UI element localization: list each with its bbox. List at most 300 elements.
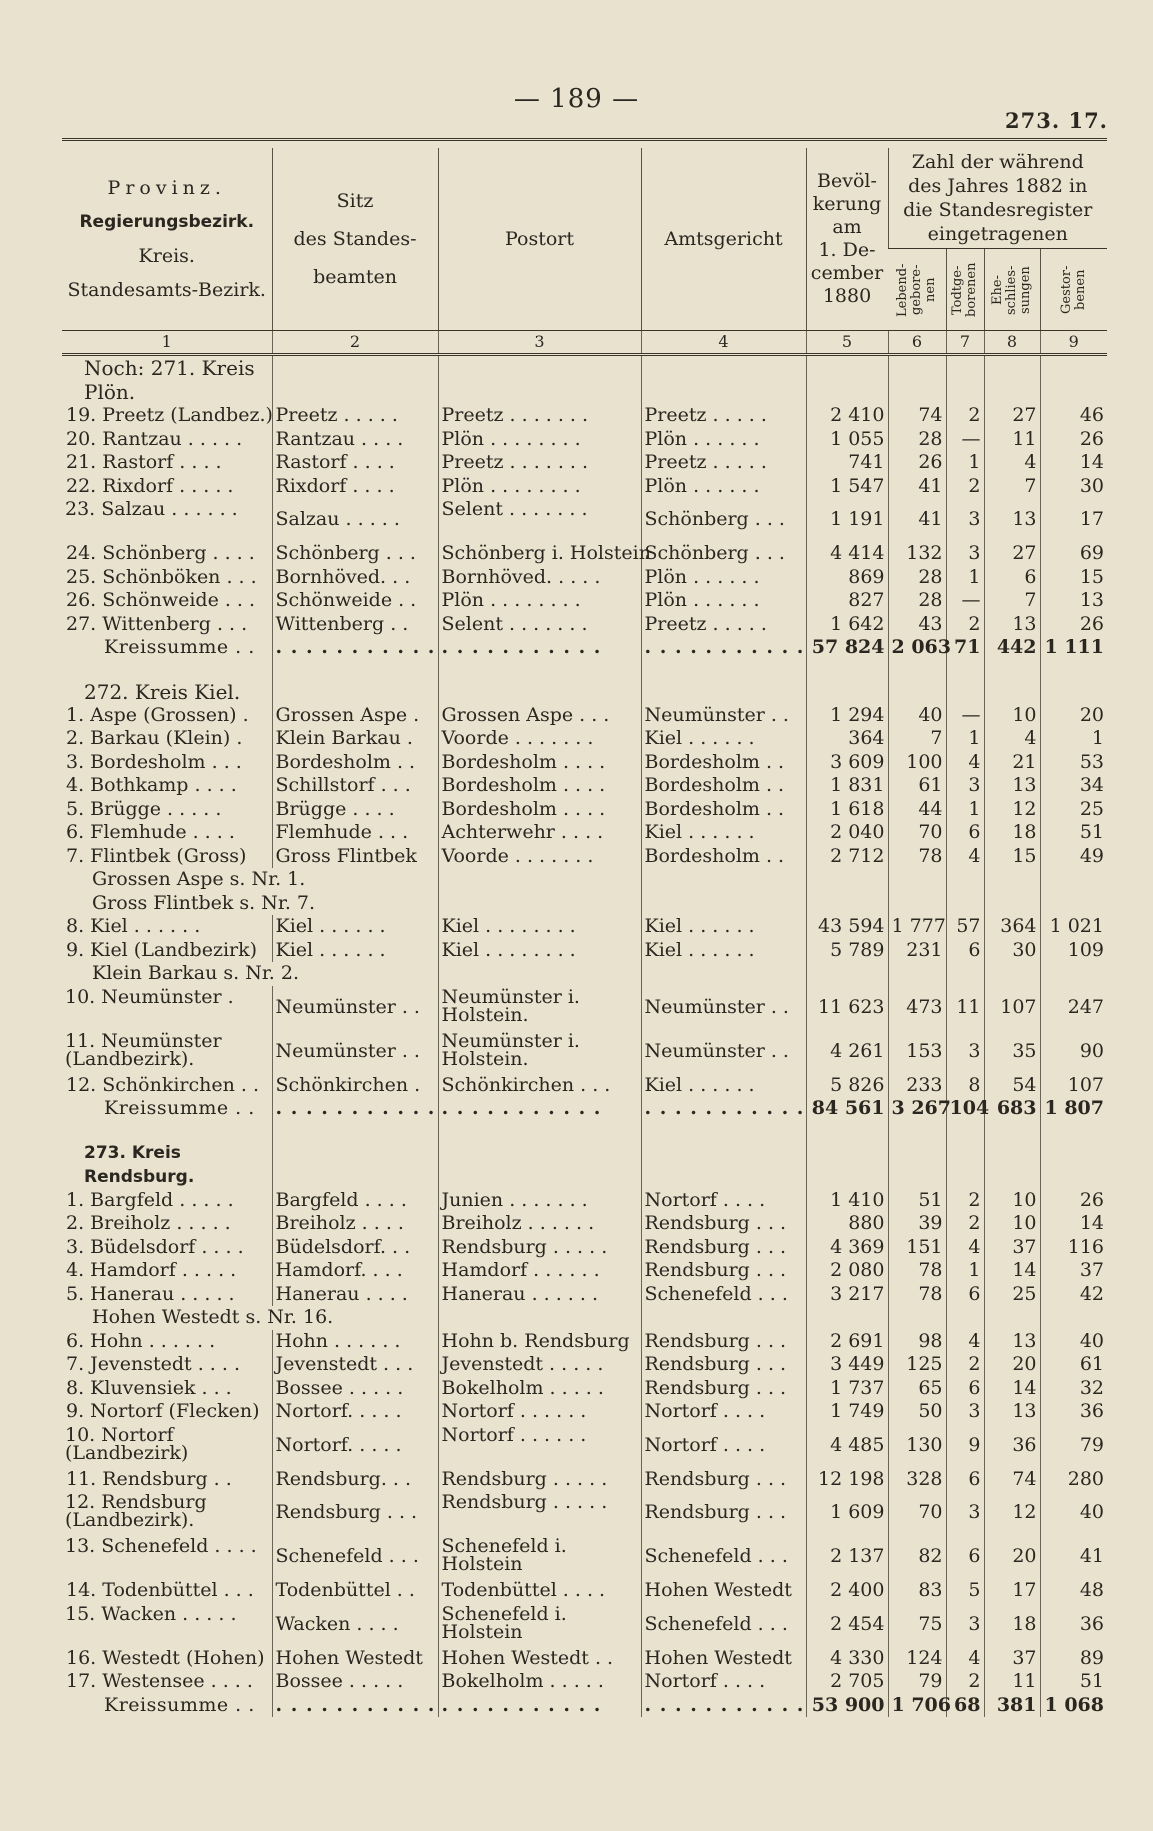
empty-cell: [888, 660, 946, 680]
kreis-title: 273. Kreis Rendsburg.: [84, 1142, 195, 1187]
header-zahl-l2: des Jahres 1882 in: [908, 175, 1088, 197]
gestorbene-cell: 26: [1040, 428, 1107, 452]
empty-cell: [888, 892, 946, 916]
bezirk-cell: 15. Wacken . . . . .: [65, 1602, 237, 1625]
dotted-leader: . . . . . . . . . . .: [438, 636, 641, 660]
dotted-leader: . . . . . . . . . . .: [272, 1097, 438, 1121]
kreissumme-label: Kreissumme . .: [104, 1693, 255, 1716]
amtsgericht-cell: Rendsburg . . .: [641, 1468, 806, 1492]
bezirk-cell: 2. Breiholz . . . . .: [66, 1212, 231, 1234]
bevoelkerung-cell: 11 623: [806, 986, 888, 1030]
sitz-cell: Gross Flintbek: [272, 845, 438, 869]
eheschliessungen-cell: 36: [984, 1424, 1040, 1468]
kreis-title-row: [62, 355, 1107, 405]
table-row: [62, 1189, 1107, 1213]
bevoelkerung-cell: 827: [806, 589, 888, 613]
lebendgeborene-cell: 82: [888, 1535, 946, 1579]
postort-cell: Plön . . . . . . . .: [438, 589, 641, 613]
bevoelkerung-cell: 4 369: [806, 1236, 888, 1260]
dotted-leader: . . . . . . . . . . .: [272, 636, 438, 660]
header-sub-2: Todtge-borenen: [950, 262, 979, 317]
todtgeborene-cell: 6: [946, 821, 984, 845]
eheschliessungen-cell: 12: [984, 798, 1040, 822]
todtgeborene-cell: 57: [946, 915, 984, 939]
postort-cell: Nortorf . . . . . .: [438, 1424, 641, 1468]
sitz-cell: Nortorf. . . . .: [272, 1424, 438, 1468]
header-col5-l3: am: [832, 216, 862, 238]
eheschliessungen-cell: 364: [984, 915, 1040, 939]
table-row: [62, 1670, 1107, 1694]
table-row: [62, 428, 1107, 452]
gestorbene-cell: 13: [1040, 589, 1107, 613]
todtgeborene-cell: 4: [946, 751, 984, 775]
amtsgericht-cell: Neumünster . .: [641, 986, 806, 1030]
bezirk-cell: 13. Schenefeld . . . .: [65, 1535, 257, 1557]
postort-cell: Neumünster i. Holstein.: [438, 1030, 641, 1074]
table-row: [62, 1330, 1107, 1354]
amtsgericht-cell: Schenefeld . . .: [641, 1283, 806, 1307]
header-todtgeborene: [946, 249, 984, 331]
gestorbene-cell: 109: [1040, 939, 1107, 963]
amtsgericht-cell: Bordesholm . .: [641, 798, 806, 822]
lebendgeborene-cell: 44: [888, 798, 946, 822]
bevoelkerung-cell: 2 712: [806, 845, 888, 869]
amtsgericht-cell: Bordesholm . .: [641, 751, 806, 775]
postort-cell: Hanerau . . . . . .: [438, 1283, 641, 1307]
gestorbene-cell: 17: [1040, 498, 1107, 542]
empty-cell: [806, 355, 888, 405]
amtsgericht-cell: Schenefeld . . .: [641, 1535, 806, 1579]
bevoelkerung-cell: 1 737: [806, 1377, 888, 1401]
gestorbene-cell: 25: [1040, 798, 1107, 822]
bezirk-cell: 26. Schönweide . . .: [66, 589, 256, 611]
eheschliessungen-cell: 21: [984, 751, 1040, 775]
sitz-cell: Preetz . . . . .: [272, 404, 438, 428]
sitz-cell: Schillstorf . . .: [272, 774, 438, 798]
postort-cell: Hamdorf . . . . . .: [438, 1259, 641, 1283]
empty-cell: [1040, 868, 1107, 892]
empty-cell: [888, 680, 946, 704]
header-sub-3: Ehe-schlies-sungen: [990, 264, 1033, 315]
empty-cell: [1040, 892, 1107, 916]
empty-cell: [438, 892, 641, 916]
amtsgericht-cell: Kiel . . . . . .: [641, 939, 806, 963]
amtsgericht-cell: Nortorf . . . .: [641, 1189, 806, 1213]
dotted-leader: . . . . . . . . . . .: [438, 1694, 641, 1718]
todtgeborene-cell: 3: [946, 542, 984, 566]
lebendgeborene-cell: 78: [888, 845, 946, 869]
bevoelkerung-cell: 1 642: [806, 613, 888, 637]
postort-cell: Bordesholm . . . .: [438, 751, 641, 775]
empty-cell: [438, 1141, 641, 1189]
column-index-row: [62, 331, 1107, 355]
sitz-cell: Wacken . . . .: [272, 1603, 438, 1647]
todtgeborene-cell: 3: [946, 1400, 984, 1424]
header-col2-line2: des Standes-: [293, 228, 417, 250]
todtgeborene-cell: 6: [946, 1468, 984, 1492]
eheschliessungen-cell: 18: [984, 1603, 1040, 1647]
bezirk-cell: 10. Neumünster .: [65, 985, 234, 1008]
bevoelkerung-cell: 1 055: [806, 428, 888, 452]
amtsgericht-cell: Rendsburg . . .: [641, 1212, 806, 1236]
lebendgeborene-cell: 231: [888, 939, 946, 963]
eheschliessungen-cell: 13: [984, 1330, 1040, 1354]
sitz-cell: Hohn . . . . . .: [272, 1330, 438, 1354]
header-gestorbene: [1040, 249, 1107, 331]
todtgeborene-cell: 2: [946, 1212, 984, 1236]
empty-cell: [1040, 1306, 1107, 1330]
statistics-table-wrapper: [62, 148, 1107, 1717]
table-row: [62, 1030, 1107, 1074]
bezirk-cell: 25. Schönböken . . .: [66, 565, 257, 588]
table-row: [62, 774, 1107, 798]
table-row: [62, 727, 1107, 751]
bezirk-cell: 24. Schönberg . . . .: [66, 542, 255, 564]
gestorbene-cell: 14: [1040, 1212, 1107, 1236]
bevoelkerung-cell: 4 414: [806, 542, 888, 566]
header-zahl-l3: die Standesregister: [903, 199, 1093, 221]
eheschliessungen-cell: 13: [984, 498, 1040, 542]
amtsgericht-cell: Kiel . . . . . .: [641, 727, 806, 751]
header-col1: [62, 148, 272, 331]
sum-gestorbene: 1 807: [1040, 1097, 1107, 1121]
todtgeborene-cell: 1: [946, 1259, 984, 1283]
sum-gestorbene: 1 068: [1040, 1694, 1107, 1718]
gestorbene-cell: 48: [1040, 1579, 1107, 1603]
todtgeborene-cell: 11: [946, 986, 984, 1030]
gestorbene-cell: 79: [1040, 1424, 1107, 1468]
amtsgericht-cell: Bordesholm . .: [641, 774, 806, 798]
todtgeborene-cell: —: [946, 589, 984, 613]
empty-cell: [438, 1121, 641, 1141]
sitz-cell: Rastorf . . . .: [272, 451, 438, 475]
postort-cell: Todenbüttel . . . .: [438, 1579, 641, 1603]
eheschliessungen-cell: 20: [984, 1535, 1040, 1579]
gestorbene-cell: 34: [1040, 774, 1107, 798]
todtgeborene-cell: 9: [946, 1424, 984, 1468]
table-row: [62, 1400, 1107, 1424]
kreis-title: 272. Kreis Kiel.: [84, 679, 241, 704]
table-row: [62, 613, 1107, 637]
empty-cell: [888, 868, 946, 892]
empty-cell: [641, 1141, 806, 1189]
table-row: [62, 1259, 1107, 1283]
eheschliessungen-cell: 13: [984, 613, 1040, 637]
amtsgericht-cell: Rendsburg . . .: [641, 1377, 806, 1401]
empty-cell: [272, 1121, 438, 1141]
empty-cell: [641, 892, 806, 916]
bevoelkerung-cell: 741: [806, 451, 888, 475]
sum-eheschliessungen: 381: [984, 1694, 1040, 1718]
sitz-cell: Schenefeld . . .: [272, 1535, 438, 1579]
sum-bevoelkerung: 84 561: [806, 1097, 888, 1121]
dotted-leader: . . . . . . . . . . .: [641, 1097, 806, 1121]
eheschliessungen-cell: 37: [984, 1236, 1040, 1260]
todtgeborene-cell: 2: [946, 404, 984, 428]
eheschliessungen-cell: 13: [984, 1400, 1040, 1424]
sum-bevoelkerung: 53 900: [806, 1694, 888, 1718]
postort-cell: Rendsburg . . . . .: [438, 1468, 641, 1492]
lebendgeborene-cell: 100: [888, 751, 946, 775]
empty-cell: [946, 1306, 984, 1330]
amtsgericht-cell: Plön . . . . . .: [641, 589, 806, 613]
postort-cell: Schenefeld i. Holstein: [438, 1535, 641, 1579]
bezirk-cell: 3. Büdelsdorf . . . .: [66, 1235, 244, 1258]
gestorbene-cell: 280: [1040, 1468, 1107, 1492]
lebendgeborene-cell: 1 777: [888, 915, 946, 939]
table-row: [62, 498, 1107, 542]
empty-cell: [438, 680, 641, 704]
bevoelkerung-cell: 2 691: [806, 1330, 888, 1354]
lebendgeborene-cell: 78: [888, 1283, 946, 1307]
gestorbene-cell: 37: [1040, 1259, 1107, 1283]
amtsgericht-cell: Kiel . . . . . .: [641, 821, 806, 845]
postort-cell: Plön . . . . . . . .: [438, 428, 641, 452]
amtsgericht-cell: Plön . . . . . .: [641, 428, 806, 452]
sitz-cell: Schönberg . . .: [272, 542, 438, 566]
empty-cell: [272, 660, 438, 680]
table-row: [62, 589, 1107, 613]
empty-cell: [806, 868, 888, 892]
todtgeborene-cell: 2: [946, 475, 984, 499]
header-col5-l1: Bevöl-: [817, 170, 877, 192]
eheschliessungen-cell: 25: [984, 1283, 1040, 1307]
gestorbene-cell: 46: [1040, 404, 1107, 428]
todtgeborene-cell: 2: [946, 1189, 984, 1213]
header-col5-l4: 1. De-: [818, 239, 876, 261]
bevoelkerung-cell: 364: [806, 727, 888, 751]
amtsgericht-cell: Nortorf . . . .: [641, 1400, 806, 1424]
bezirk-cell: 12. Rendsburg (Landbezirk).: [65, 1491, 207, 1531]
table-row: [62, 939, 1107, 963]
eheschliessungen-cell: 30: [984, 939, 1040, 963]
bezirk-cell: 1. Bargfeld . . . . .: [66, 1188, 234, 1211]
eheschliessungen-cell: 11: [984, 1670, 1040, 1694]
eheschliessungen-cell: 10: [984, 704, 1040, 728]
bevoelkerung-cell: 869: [806, 566, 888, 590]
amtsgericht-cell: Kiel . . . . . .: [641, 915, 806, 939]
empty-cell: [984, 355, 1040, 405]
bevoelkerung-cell: 4 261: [806, 1030, 888, 1074]
bezirk-cell: 22. Rixdorf . . . . .: [66, 474, 234, 497]
sitz-cell: Klein Barkau .: [272, 727, 438, 751]
amtsgericht-cell: Neumünster . .: [641, 704, 806, 728]
sitz-cell: Neumünster . .: [272, 1030, 438, 1074]
bezirk-cell: 27. Wittenberg . . .: [66, 612, 248, 635]
todtgeborene-cell: 6: [946, 939, 984, 963]
table-row: [62, 704, 1107, 728]
postort-cell: Jevenstedt . . . . .: [438, 1353, 641, 1377]
bevoelkerung-cell: 1 294: [806, 704, 888, 728]
lebendgeborene-cell: 125: [888, 1353, 946, 1377]
todtgeborene-cell: 1: [946, 798, 984, 822]
empty-cell: [946, 1141, 984, 1189]
amtsgericht-cell: Hohen Westedt: [641, 1579, 806, 1603]
todtgeborene-cell: 4: [946, 1236, 984, 1260]
table-row: [62, 1647, 1107, 1671]
postort-cell: Schönberg i. Holstein: [438, 542, 641, 566]
empty-cell: [946, 868, 984, 892]
kreissumme-row: [62, 636, 1107, 660]
empty-cell: [984, 1141, 1040, 1189]
lebendgeborene-cell: 51: [888, 1189, 946, 1213]
bezirk-cell: 12. Schönkirchen . .: [66, 1073, 260, 1096]
postort-cell: Junien . . . . . . .: [438, 1189, 641, 1213]
empty-cell: [984, 1306, 1040, 1330]
lebendgeborene-cell: 43: [888, 613, 946, 637]
bevoelkerung-cell: 5 789: [806, 939, 888, 963]
eheschliessungen-cell: 6: [984, 566, 1040, 590]
bezirk-cell: 5. Brügge . . . . .: [66, 797, 222, 820]
sitz-cell: Todenbüttel . .: [272, 1579, 438, 1603]
postort-cell: Bordesholm . . . .: [438, 798, 641, 822]
table-row: [62, 404, 1107, 428]
sitz-cell: Grossen Aspe .: [272, 704, 438, 728]
postort-cell: Preetz . . . . . . .: [438, 404, 641, 428]
lebendgeborene-cell: 151: [888, 1236, 946, 1260]
bevoelkerung-cell: 1 749: [806, 1400, 888, 1424]
empty-cell: [946, 660, 984, 680]
todtgeborene-cell: 4: [946, 1330, 984, 1354]
empty-cell: [1040, 962, 1107, 986]
lebendgeborene-cell: 79: [888, 1670, 946, 1694]
gestorbene-cell: 90: [1040, 1030, 1107, 1074]
kreis-title-row: [62, 1141, 1107, 1189]
header-standesamt: Standesamts-Bezirk.: [67, 279, 266, 301]
sitz-cell: Bordesholm . .: [272, 751, 438, 775]
todtgeborene-cell: 4: [946, 845, 984, 869]
gestorbene-cell: 40: [1040, 1330, 1107, 1354]
empty-cell: [1040, 660, 1107, 680]
gestorbene-cell: 49: [1040, 845, 1107, 869]
sitz-cell: Bornhöved. . .: [272, 566, 438, 590]
empty-cell: [272, 1141, 438, 1189]
sitz-cell: Rendsburg. . .: [272, 1468, 438, 1492]
bezirk-cell: 23. Salzau . . . . . .: [65, 498, 238, 520]
bezirk-cell: 17. Westensee . . . .: [66, 1670, 253, 1692]
kreissumme-label: Kreissumme . .: [104, 1097, 255, 1119]
postort-cell: Preetz . . . . . . .: [438, 451, 641, 475]
spacer-row: [62, 1121, 1107, 1141]
table-row: [62, 542, 1107, 566]
gestorbene-cell: 26: [1040, 1189, 1107, 1213]
col-index: 8: [984, 331, 1040, 355]
page-number: — 189 —: [513, 84, 640, 114]
postort-cell: Rendsburg . . . . .: [438, 1236, 641, 1260]
header-col5: [806, 148, 888, 331]
lebendgeborene-cell: 70: [888, 1491, 946, 1535]
postort-cell: Bornhöved. . . . .: [438, 566, 641, 590]
lebendgeborene-cell: 153: [888, 1030, 946, 1074]
lebendgeborene-cell: 70: [888, 821, 946, 845]
postort-cell: Hohen Westedt . .: [438, 1647, 641, 1671]
empty-cell: [641, 680, 806, 704]
amtsgericht-cell: Rendsburg . . .: [641, 1353, 806, 1377]
col-index: 3: [438, 331, 641, 355]
bevoelkerung-cell: 880: [806, 1212, 888, 1236]
bevoelkerung-cell: 2 705: [806, 1670, 888, 1694]
eheschliessungen-cell: 14: [984, 1377, 1040, 1401]
table-row: [62, 1424, 1107, 1468]
amtsgericht-cell: Plön . . . . . .: [641, 475, 806, 499]
amtsgericht-cell: Schenefeld . . .: [641, 1603, 806, 1647]
todtgeborene-cell: 3: [946, 1491, 984, 1535]
table-row: [62, 821, 1107, 845]
postort-cell: Bordesholm . . . .: [438, 774, 641, 798]
header-provinz: Provinz.: [107, 177, 226, 199]
empty-cell: [438, 962, 641, 986]
sitz-cell: Neumünster . .: [272, 986, 438, 1030]
postort-cell: Kiel . . . . . . . .: [438, 915, 641, 939]
bezirk-cell: 11. Rendsburg . .: [66, 1467, 232, 1490]
bevoelkerung-cell: 1 609: [806, 1491, 888, 1535]
kreissumme-label: Kreissumme . .: [104, 636, 255, 658]
empty-cell: [62, 660, 272, 680]
table-row: [62, 1212, 1107, 1236]
spacer-row: [62, 660, 1107, 680]
table-row: [62, 566, 1107, 590]
todtgeborene-cell: 6: [946, 1377, 984, 1401]
sum-eheschliessungen: 683: [984, 1097, 1040, 1121]
table-row: [62, 751, 1107, 775]
sitz-cell: Bargfeld . . . .: [272, 1189, 438, 1213]
eheschliessungen-cell: 4: [984, 727, 1040, 751]
lebendgeborene-cell: 28: [888, 589, 946, 613]
gestorbene-cell: 36: [1040, 1400, 1107, 1424]
eheschliessungen-cell: 107: [984, 986, 1040, 1030]
gestorbene-cell: 41: [1040, 1535, 1107, 1579]
amtsgericht-cell: Schönberg . . .: [641, 542, 806, 566]
bezirk-cell: 8. Kluvensiek . . .: [66, 1376, 232, 1399]
sitz-cell: Breiholz . . . .: [272, 1212, 438, 1236]
kreissumme-row: [62, 1694, 1107, 1718]
header-zahl-l1: Zahl der während: [911, 151, 1084, 173]
empty-cell: [888, 1306, 946, 1330]
eheschliessungen-cell: 74: [984, 1468, 1040, 1492]
amtsgericht-cell: Preetz . . . . .: [641, 451, 806, 475]
empty-cell: [946, 355, 984, 405]
bezirk-cell: 1. Aspe (Grossen) .: [66, 703, 249, 726]
dotted-leader: . . . . . . . . . . .: [272, 1694, 438, 1718]
empty-cell: [641, 1306, 806, 1330]
lebendgeborene-cell: 78: [888, 1259, 946, 1283]
sitz-cell: Hohen Westedt: [272, 1647, 438, 1671]
header-sub-1: Lebend-gebore-nen: [894, 262, 938, 317]
table-row: [62, 451, 1107, 475]
gestorbene-cell: 36: [1040, 1603, 1107, 1647]
empty-cell: [272, 680, 438, 704]
header-sub-4: Gestor-benen: [1058, 265, 1088, 314]
sitz-cell: Flemhude . . .: [272, 821, 438, 845]
table-row: [62, 1377, 1107, 1401]
postort-cell: Voorde . . . . . . .: [438, 845, 641, 869]
table-row: [62, 1535, 1107, 1579]
amtsgericht-cell: Rendsburg . . .: [641, 1330, 806, 1354]
sitz-cell: Rendsburg . . .: [272, 1491, 438, 1535]
gestorbene-cell: 32: [1040, 1377, 1107, 1401]
bevoelkerung-cell: 1 410: [806, 1189, 888, 1213]
dotted-leader: . . . . . . . . . . .: [438, 1097, 641, 1121]
statistics-table: [62, 148, 1107, 1717]
empty-cell: [806, 892, 888, 916]
header-row: [62, 148, 1107, 249]
empty-cell: [984, 680, 1040, 704]
bevoelkerung-cell: 1 618: [806, 798, 888, 822]
table-row: [62, 845, 1107, 869]
todtgeborene-cell: 6: [946, 1283, 984, 1307]
todtgeborene-cell: 5: [946, 1579, 984, 1603]
lebendgeborene-cell: 61: [888, 774, 946, 798]
